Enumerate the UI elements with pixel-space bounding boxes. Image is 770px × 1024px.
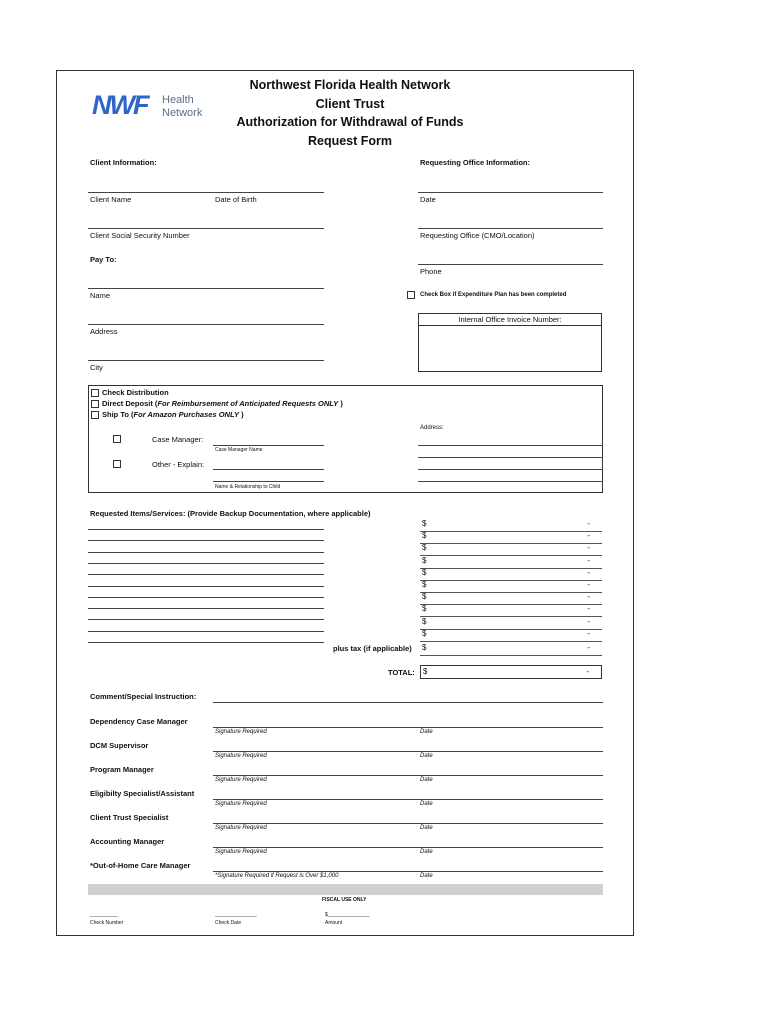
- signature-line[interactable]: [213, 751, 603, 752]
- ship-to-note: For Amazon Purchases ONLY: [133, 410, 239, 419]
- signature-required-label: Signature Required: [215, 825, 267, 831]
- check-distribution-checkbox[interactable]: [91, 389, 99, 397]
- other-sub-label: Name & Relationship to Child: [215, 484, 281, 490]
- item-amount-field[interactable]: [420, 592, 602, 605]
- other-checkbox[interactable]: [113, 460, 121, 468]
- item-description-line[interactable]: [88, 608, 324, 609]
- signature-required-label: Signature Required: [215, 849, 267, 855]
- pay-to-label: Pay To:: [90, 255, 117, 264]
- signature-required-label: Signature Required: [215, 801, 267, 807]
- dob-label: Date of Birth: [215, 195, 257, 204]
- signature-date-label: Date: [420, 753, 433, 759]
- direct-deposit-end: ): [338, 399, 343, 408]
- expenditure-plan-checkbox[interactable]: [407, 291, 415, 299]
- item-description-line[interactable]: [88, 552, 324, 553]
- item-amount: -: [587, 555, 590, 565]
- item-currency: $: [422, 567, 427, 577]
- item-amount-field[interactable]: [420, 531, 602, 544]
- item-amount-field[interactable]: [420, 617, 602, 630]
- nwf-logo: [92, 92, 212, 124]
- ship-to-checkbox[interactable]: [91, 411, 99, 419]
- ssn-line[interactable]: [88, 228, 324, 229]
- expenditure-plan-label: Check Box if Expenditure Plan has been completed: [420, 292, 567, 298]
- city-label: City: [90, 363, 103, 372]
- item-description-line[interactable]: [88, 619, 324, 620]
- check-number-label: Check Number: [90, 920, 124, 926]
- signature-role-label: *Out-of-Home Care Manager: [90, 861, 191, 870]
- ship-to-text: Ship To (: [102, 410, 134, 419]
- fiscal-amount-label: Amount: [325, 920, 343, 926]
- date-line[interactable]: [418, 192, 603, 193]
- other-label: Other - Explain:: [152, 460, 205, 469]
- signature-line[interactable]: [213, 823, 603, 824]
- logo-text-network: Network: [162, 107, 203, 119]
- item-description-line[interactable]: [88, 642, 324, 643]
- comment-line[interactable]: [213, 702, 603, 703]
- ship-to-end: ): [238, 410, 244, 419]
- office-info-heading: Requesting Office Information:: [420, 158, 531, 167]
- item-amount-field[interactable]: [420, 604, 602, 617]
- total-field[interactable]: [420, 665, 602, 679]
- item-description-line[interactable]: [88, 597, 324, 598]
- invoice-label: Internal Office Invoice Number:: [419, 314, 601, 326]
- item-amount: -: [587, 580, 590, 589]
- client-name-label: Client Name: [90, 195, 132, 204]
- item-amount: -: [587, 543, 590, 553]
- logo-text-health: Health: [162, 94, 194, 106]
- signature-line[interactable]: [213, 871, 603, 872]
- item-description-line[interactable]: [88, 529, 324, 530]
- item-description-line[interactable]: [88, 563, 324, 564]
- case-manager-name-label: Case Manager Name: [215, 447, 263, 453]
- invoice-box[interactable]: [418, 313, 602, 372]
- direct-deposit-text: Direct Deposit (: [102, 399, 158, 408]
- payee-name-label: Name: [90, 291, 111, 300]
- item-currency: $: [422, 555, 427, 565]
- title-line-4: Request Form: [307, 134, 393, 148]
- item-currency: $: [422, 531, 427, 541]
- ship-address-line-4[interactable]: [418, 481, 603, 482]
- direct-deposit-note: For Reimbursement of Anticipated Requests ONLY: [157, 399, 339, 408]
- phone-line[interactable]: [418, 264, 603, 265]
- client-name-line[interactable]: [88, 192, 324, 193]
- signature-line[interactable]: [213, 799, 603, 800]
- signature-date-label: Date: [420, 729, 433, 735]
- item-currency: $: [422, 592, 427, 602]
- date-label: Date: [420, 195, 436, 204]
- form-page: [56, 70, 634, 936]
- check-date-label: Check Date: [215, 920, 242, 926]
- item-amount: -: [587, 519, 590, 528]
- signature-role-label: Client Trust Specialist: [90, 813, 169, 822]
- signature-date-label: Date: [420, 777, 433, 783]
- signature-role-label: Dependency Case Manager: [90, 717, 188, 726]
- item-currency: $: [422, 616, 427, 626]
- signature-required-label: *Signature Required if Request is Over $1,000: [215, 873, 339, 879]
- ship-address-line-2[interactable]: [418, 457, 603, 458]
- ship-address-line-3[interactable]: [418, 469, 603, 470]
- item-amount: -: [587, 567, 590, 577]
- item-amount-field[interactable]: [420, 556, 602, 569]
- item-amount: -: [587, 531, 590, 541]
- address-line[interactable]: [88, 324, 324, 325]
- item-amount: -: [587, 616, 590, 626]
- plus-tax-label: plus tax (if applicable): [333, 644, 412, 653]
- items-heading: Requested Items/Services: (Provide Backup Documentation, where applicable): [90, 509, 371, 518]
- total-amount: -: [586, 667, 589, 676]
- signature-required-label: Signature Required: [215, 753, 267, 759]
- total-currency: $: [423, 667, 428, 676]
- item-description-line[interactable]: [88, 586, 324, 587]
- other-line-2[interactable]: [213, 481, 324, 482]
- item-currency: $: [422, 543, 427, 553]
- signature-date-label: Date: [420, 849, 433, 855]
- signature-date-label: Date: [420, 873, 433, 879]
- title-line-3: Authorization for Withdrawal of Funds: [236, 115, 464, 129]
- item-amount-field[interactable]: [420, 519, 602, 532]
- fiscal-amount-line[interactable]: $_______________: [325, 912, 370, 918]
- tax-currency: $: [422, 643, 427, 652]
- signature-role-label: Accounting Manager: [90, 837, 165, 846]
- check-date-line[interactable]: _______________: [215, 912, 257, 918]
- fiscal-heading: FISCAL USE ONLY: [322, 897, 367, 903]
- address-label: Address: [90, 327, 118, 336]
- signature-line[interactable]: [213, 727, 603, 728]
- title-line-2: Client Trust: [315, 97, 385, 111]
- title-line-1: Northwest Florida Health Network: [249, 78, 451, 92]
- item-amount-field[interactable]: [420, 580, 602, 593]
- city-line[interactable]: [88, 360, 324, 361]
- item-currency: $: [422, 580, 427, 589]
- signature-line[interactable]: [213, 775, 603, 776]
- tax-amount-field[interactable]: [420, 643, 602, 656]
- case-manager-line[interactable]: [213, 445, 324, 446]
- ssn-label: Client Social Security Number: [90, 231, 190, 240]
- ship-address-line-1[interactable]: [418, 445, 603, 446]
- payee-name-line[interactable]: [88, 288, 324, 289]
- office-line[interactable]: [418, 228, 603, 229]
- case-manager-label: Case Manager:: [152, 435, 204, 444]
- case-manager-checkbox[interactable]: [113, 435, 121, 443]
- item-currency: $: [422, 604, 427, 614]
- item-currency: $: [422, 519, 427, 528]
- total-label: TOTAL:: [388, 668, 415, 677]
- item-amount-field[interactable]: [420, 629, 602, 642]
- office-label: Requesting Office (CMO/Location): [420, 231, 535, 240]
- client-info-heading: Client Information:: [90, 158, 157, 167]
- item-description-line[interactable]: [88, 540, 324, 541]
- signature-role-label: Program Manager: [90, 765, 154, 774]
- item-currency: $: [422, 628, 427, 638]
- signature-date-label: Date: [420, 825, 433, 831]
- signature-required-label: Signature Required: [215, 777, 267, 783]
- signature-role-label: DCM Supervisor: [90, 741, 149, 750]
- direct-deposit-checkbox[interactable]: [91, 400, 99, 408]
- comment-label: Comment/Special Instruction:: [90, 692, 197, 701]
- item-amount: -: [587, 628, 590, 638]
- signature-required-label: Signature Required: [215, 729, 267, 735]
- check-distribution-label: Check Distribution: [102, 388, 169, 397]
- item-description-line[interactable]: [88, 574, 324, 575]
- logo-mark: NWF: [92, 90, 148, 120]
- check-number-line[interactable]: __________: [90, 912, 118, 918]
- item-amount-field[interactable]: [420, 568, 602, 581]
- other-line-1[interactable]: [213, 469, 324, 470]
- item-amount-field[interactable]: [420, 543, 602, 556]
- signature-role-label: Eligibilty Specialist/Assistant: [90, 789, 195, 798]
- ship-to-label: [102, 410, 244, 419]
- tax-amount: -: [587, 643, 590, 652]
- item-amount: -: [587, 592, 590, 602]
- direct-deposit-label: [102, 399, 343, 408]
- signature-date-label: Date: [420, 801, 433, 807]
- ship-address-label: Address:: [420, 425, 444, 431]
- phone-label: Phone: [420, 267, 442, 276]
- item-description-line[interactable]: [88, 631, 324, 632]
- item-amount: -: [587, 604, 590, 614]
- fiscal-divider-bar: [88, 884, 603, 895]
- signature-line[interactable]: [213, 847, 603, 848]
